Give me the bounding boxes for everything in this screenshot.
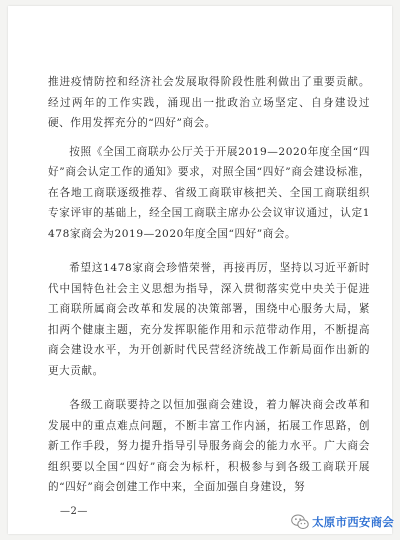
watermark-text: 太原市西安商会 xyxy=(312,515,394,529)
paragraph-1: 推进疫情防控和经济社会发展取得阶段性胜利做出了重要贡献。经过两年的工作实践，涌现出一批政治立场坚定、自身建设过硬、作用发挥充分的“四好”商会。 xyxy=(48,76,370,129)
paragraph-2: 按照《全国工商联办公厅关于开展2019—2020年度全国“四好”商会认定工作的通知》要求，对照全国“四好”商会建设标准，在各地工商联逐级推荐、省级工商联审核把关、全国工商联组织专家评审的基础上，经全国工商联主席办公会议审议通过，认定1478家商会为2019—2020年度全国“四好”商会。 xyxy=(48,145,370,240)
document-body xyxy=(48,72,370,498)
page-number: —2— xyxy=(60,506,88,517)
paragraph-4: 各级工商联要持之以恒加强商会建设，着力解决商会改革和发展中的重点难点问题，不断丰富工作内涵，拓展工作思路，创新工作手段，努力提升指导引导服务商会的能力水平。广大商会组织要以全国“四好”商会为标杆，积极参与到各级工商联开展的“四好”商会创建工作中来，全面加强自身建设，努 xyxy=(48,399,370,493)
document-page xyxy=(8,6,392,534)
wechat-icon xyxy=(291,514,309,530)
paragraph-3: 希望这1478家商会珍惜荣誉，再接再厉，坚持以习近平新时代中国特色社会主义思想为指导，深入贯彻落实党中央关于促进工商联所属商会改革和发展的决策部署，围绕中心服务大局，紧扣两个健康主题，充分发挥职能作用和示范带动作用，不断提高商会建设水平，为开创新时代民营经济统战工作新局面作出新的更大贡献。 xyxy=(48,262,370,377)
wechat-watermark xyxy=(291,514,394,530)
